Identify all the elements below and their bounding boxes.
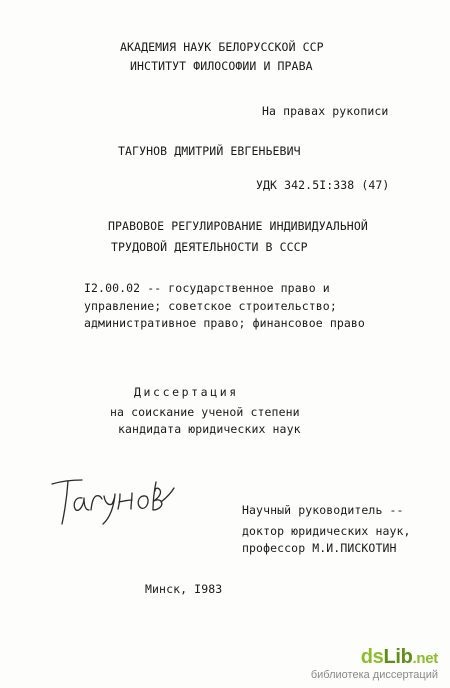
title-line-2: ТРУДОВОЙ ДЕЯТЕЛЬНОСТИ В СССР xyxy=(111,240,308,254)
dslib-watermark xyxy=(311,647,438,682)
title-line-1: ПРАВОВОЕ РЕГУЛИРОВАНИЕ ИНДИВИДУАЛЬНОЙ xyxy=(108,219,368,233)
degree-line-1: на соискание ученой степени xyxy=(110,405,300,419)
supervisor-line-1: Научный руководитель -- xyxy=(242,503,404,517)
institute-name: ИНСТИТУТ ФИЛОСОФИИ И ПРАВА xyxy=(130,59,313,73)
rights-notice: На правах рукописи xyxy=(262,104,389,118)
logo-main: Lib xyxy=(383,646,413,668)
degree-line-2: кандидата юридических наук xyxy=(118,422,301,436)
specialty-line-2: управление; советское строительство; xyxy=(84,299,337,313)
dslib-logo xyxy=(311,647,438,669)
academy-name: АКАДЕМИЯ НАУК БЕЛОРУССКОЙ ССР xyxy=(120,40,324,54)
author-signature xyxy=(48,472,178,532)
author-name: ТАГУНОВ ДМИТРИЙ ЕВГЕНЬЕВИЧ xyxy=(118,144,301,158)
specialty-line-1: I2.00.02 -- государственное право и xyxy=(84,281,330,295)
supervisor-line-2: доктор юридических наук, xyxy=(242,524,411,538)
logo-prefix: ds xyxy=(360,646,384,668)
dissertation-label: Диссертация xyxy=(134,385,239,399)
dslib-subtitle: библиотека диссертаций xyxy=(310,669,438,681)
supervisor-line-3: профессор М.И.ПИСКОТИН xyxy=(242,541,397,555)
logo-suffix: .net xyxy=(412,650,438,667)
specialty-line-3: административное право; финансовое право xyxy=(84,316,365,330)
udc-code: УДК 342.5I:338 (47) xyxy=(256,178,390,192)
city-year: Минск, I983 xyxy=(145,582,223,596)
